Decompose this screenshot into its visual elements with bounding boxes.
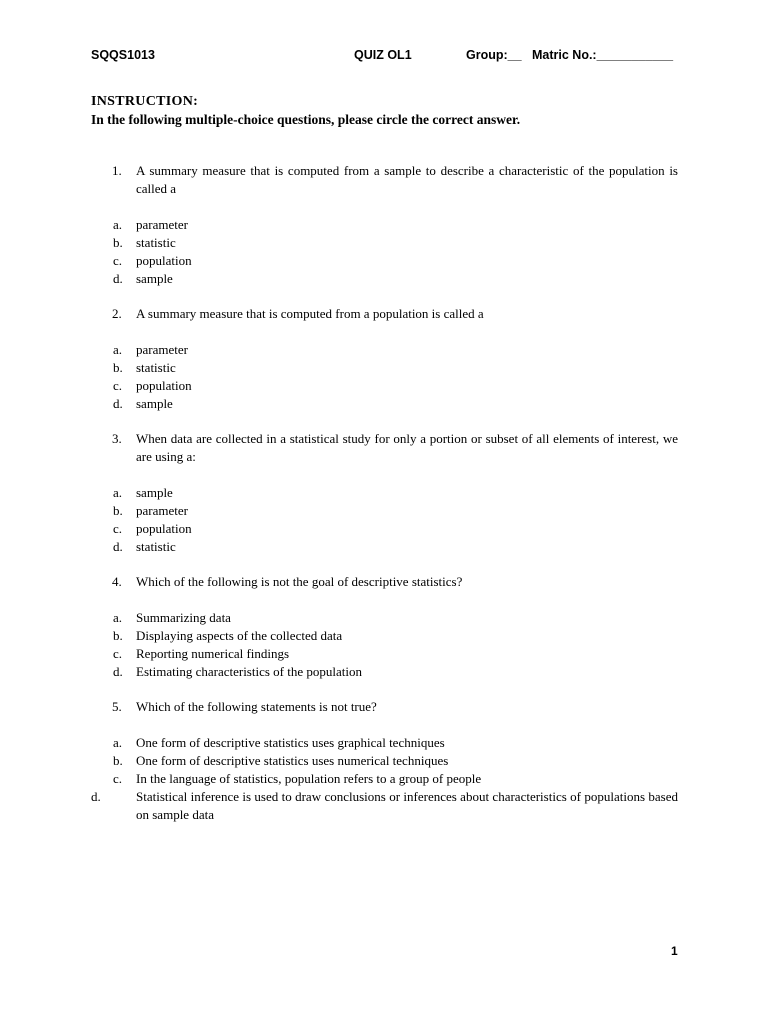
question-1 <box>112 162 678 198</box>
option-letter: a. <box>113 485 123 500</box>
option-letter: d. <box>113 396 123 411</box>
option-letter: c. <box>113 378 123 393</box>
question-number: 1. <box>112 163 122 178</box>
matric-field: Matric No.:___________ <box>532 48 674 62</box>
course-code: SQQS1013 <box>91 48 155 62</box>
option-b[interactable] <box>113 234 678 252</box>
option-letter: c. <box>113 771 123 786</box>
option-letter: c. <box>113 646 123 661</box>
option-text: parameter <box>136 342 188 357</box>
instruction-title: INSTRUCTION: <box>91 94 199 109</box>
option-text: population <box>136 253 192 268</box>
question-text: A summary measure that is computed from a sample to describe a characteristic of the population is called a <box>136 163 678 196</box>
option-d[interactable] <box>113 663 678 681</box>
option-b[interactable] <box>113 359 678 377</box>
option-text: sample <box>136 485 173 500</box>
option-c[interactable] <box>113 252 678 270</box>
option-text: statistic <box>136 360 176 375</box>
option-d[interactable] <box>91 788 678 824</box>
option-text: sample <box>136 271 173 286</box>
question-number: 3. <box>112 431 122 446</box>
options-q1 <box>113 216 678 288</box>
option-letter: d. <box>113 539 123 554</box>
option-text: In the language of statistics, population refers to a group of people <box>136 771 482 786</box>
option-text: Statistical inference is used to draw conclusions or inferences about characteristics of populations based on sample data <box>136 789 678 822</box>
option-a[interactable] <box>113 216 678 234</box>
option-d[interactable] <box>113 538 678 556</box>
group-field: Group:__ <box>466 48 522 62</box>
option-letter: b. <box>113 628 123 643</box>
option-text: parameter <box>136 217 188 232</box>
option-letter: d. <box>113 271 123 286</box>
question-number: 5. <box>112 699 122 714</box>
question-2 <box>112 305 678 323</box>
option-b[interactable] <box>113 627 678 645</box>
option-c[interactable] <box>113 377 678 395</box>
options-q5 <box>113 734 678 788</box>
option-letter: a. <box>113 342 123 357</box>
option-text: Summarizing data <box>136 610 231 625</box>
option-text: sample <box>136 396 173 411</box>
option-letter: b. <box>113 360 123 375</box>
option-letter: d. <box>113 664 123 679</box>
option-text: population <box>136 378 192 393</box>
quiz-title: QUIZ OL1 <box>354 48 412 62</box>
option-letter: b. <box>113 753 123 768</box>
option-text: statistic <box>136 235 176 250</box>
question-number: 4. <box>112 574 122 589</box>
option-c[interactable] <box>113 520 678 538</box>
options-q2 <box>113 341 678 413</box>
question-text: When data are collected in a statistical study for only a portion or subset of all elements of interest, we are using a: <box>136 431 678 464</box>
option-text: population <box>136 521 192 536</box>
option-a[interactable] <box>113 484 678 502</box>
option-a[interactable] <box>113 609 678 627</box>
page-header <box>91 48 681 66</box>
option-letter: b. <box>113 235 123 250</box>
options-q4 <box>113 609 678 681</box>
option-b[interactable] <box>113 502 678 520</box>
option-text: statistic <box>136 539 176 554</box>
option-letter: c. <box>113 521 123 536</box>
option-text: Reporting numerical findings <box>136 646 290 661</box>
option-text: One form of descriptive statistics uses graphical techniques <box>136 735 445 750</box>
option-letter: b. <box>113 503 123 518</box>
question-4 <box>112 573 678 591</box>
option-a[interactable] <box>113 341 678 359</box>
option-d[interactable] <box>113 395 678 413</box>
page-number: 1 <box>671 944 678 958</box>
option-d[interactable] <box>113 270 678 288</box>
option-letter: a. <box>113 610 123 625</box>
question-text: Which of the following is not the goal of descriptive statistics? <box>136 574 463 589</box>
option-a[interactable] <box>113 734 678 752</box>
option-letter: a. <box>113 217 123 232</box>
option-text: Displaying aspects of the collected data <box>136 628 343 643</box>
question-text: A summary measure that is computed from a population is called a <box>136 306 484 321</box>
option-letter: c. <box>113 253 123 268</box>
option-c[interactable] <box>113 645 678 663</box>
option-letter: a. <box>113 735 123 750</box>
options-q3 <box>113 484 678 556</box>
question-5 <box>112 698 678 716</box>
option-letter: d. <box>91 789 101 804</box>
option-text: One form of descriptive statistics uses numerical techniques <box>136 753 449 768</box>
instruction-text: In the following multiple-choice questions, please circle the correct answer. <box>91 112 521 127</box>
option-text: parameter <box>136 503 188 518</box>
option-b[interactable] <box>113 752 678 770</box>
question-text: Which of the following statements is not true? <box>136 699 377 714</box>
option-c[interactable] <box>113 770 678 788</box>
option-text: Estimating characteristics of the population <box>136 664 362 679</box>
question-3 <box>112 430 678 466</box>
question-number: 2. <box>112 306 122 321</box>
